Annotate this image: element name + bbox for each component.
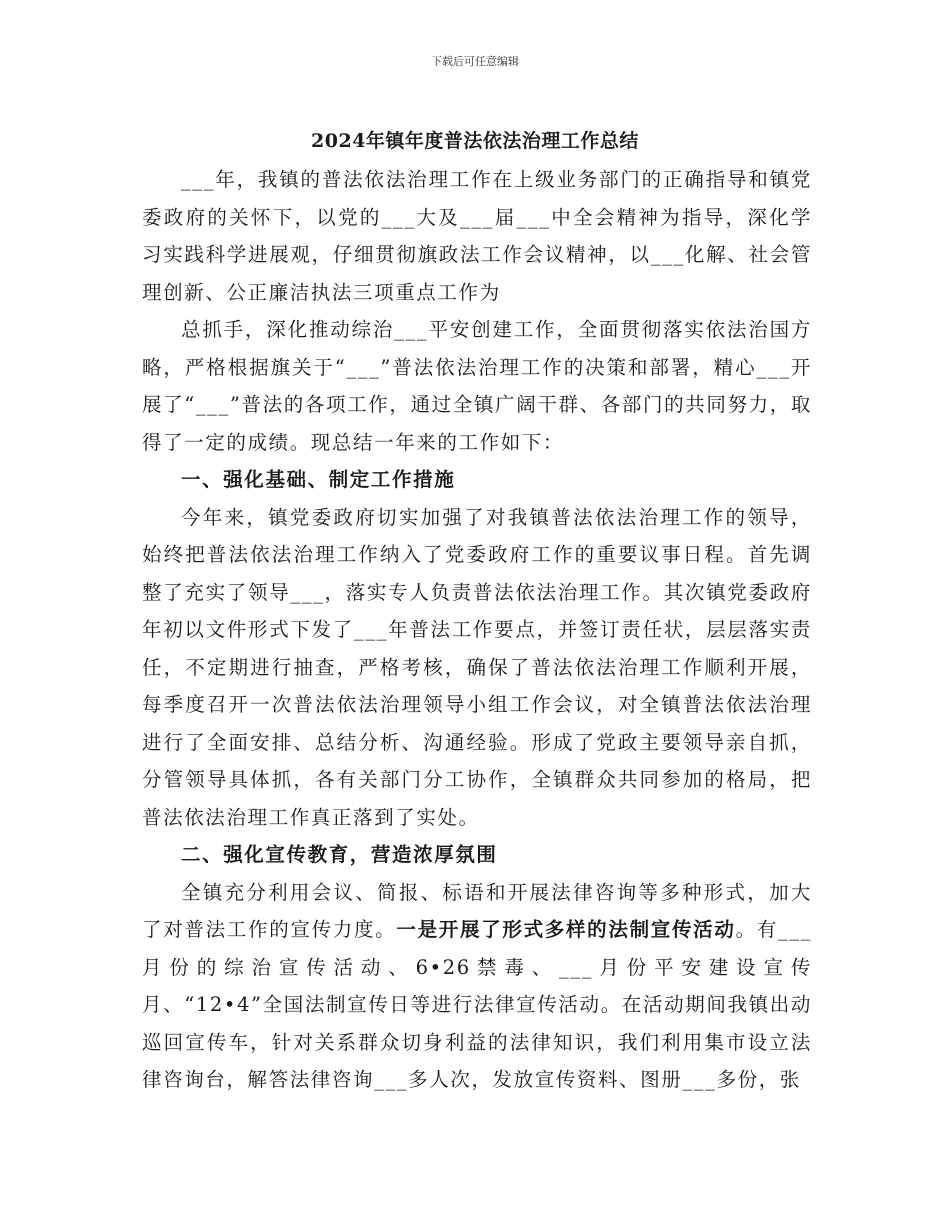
paragraph-section-2-emphasis: 一是开展了形式多样的法制宣传活动 bbox=[396, 918, 736, 941]
section-heading-1: 一、强化基础、制定工作措施 bbox=[181, 468, 456, 491]
paragraph-section-2 bbox=[142, 874, 812, 1099]
paragraph-intro: ___年，我镇的普法依法治理工作在上级业务部门的正确指导和镇党委政府的关怀下，以党的___大及___届___中全会精神为指导，深化学习实践科学进展观，仔细贯彻旗政法工作会议精神，以___化解、社会管理创新、公正廉洁执法三项重点工作为 bbox=[142, 168, 812, 304]
paragraph-overview: 总抓手，深化推动综治___平安创建工作，全面贯彻落实依法治国方略，严格根据旗关于“___”普法依法治理工作的决策和部署，精心___开展了“___”普法的各项工作，通过全镇广阔干群、各部门的共同努力，取得了一定的成绩。现总结一年来的工作如下： bbox=[142, 318, 812, 454]
document-title: 2024年镇年度普法依法治理工作总结 bbox=[311, 130, 639, 152]
paragraph-section-2-lead: 全镇充分利用会议、简报、标语和开展法律咨询等多种形式，加大了对普法工作的宣传力度。 bbox=[142, 880, 812, 941]
paragraph-section-2-rest: 。有___月份的综治宣传活动、6•26禁毒、___月份平安建设宣传月、“12•4”全国法制宣传日等进行法律宣传活动。在活动期间我镇出动巡回宣传车，针对关系群众切身利益的法律知识，我们利用集市设立法律咨询台，解答法律咨询___多人次，发放宣传资料、图册___多份，张 bbox=[142, 918, 813, 1091]
paragraph-section-1: 今年来，镇党委政府切实加强了对我镇普法依法治理工作的领导，始终把普法依法治理工作纳入了党委政府工作的重要议事日程。首先调整了充实了领导___，落实专人负责普法依法治理工作。其次镇党委政府年初以文件形式下发了___年普法工作要点，并签订责任状，层层落实责任，不定期进行抽查，严格考核，确保了普法依法治理工作顺利开展，每季度召开一次普法依法治理领导小组工作会议，对全镇普法依法治理进行了全面安排、总结分析、沟通经验。形成了党政主要领导亲自抓，分管领导具体抓，各有关部门分工协作，全镇群众共同参加的格局，把普法依法治理工作真正落到了实处。 bbox=[142, 505, 812, 829]
page-header: 下载后可任意编辑 bbox=[431, 55, 519, 68]
section-heading-2: 二、强化宣传教育，营造浓厚氛围 bbox=[181, 843, 498, 866]
document-body bbox=[142, 161, 812, 1099]
